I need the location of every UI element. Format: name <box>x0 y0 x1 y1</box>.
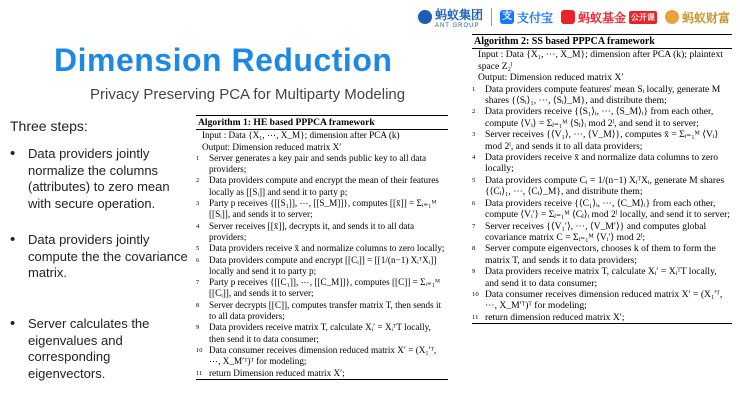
slide-title: Dimension Reduction <box>54 42 393 78</box>
algorithm-2-steps <box>472 84 732 325</box>
algo1-step: 4 Server receives [[x̄]], decrypts it, and sends it to all data providers; <box>196 220 415 242</box>
algo2-step: 10 Data consumer receives dimension reduced matrix X′ = (X₁′ᵀ, ⋯, X_M′ᵀ)ᵀ for modeling; <box>472 288 723 312</box>
algo1-step: 11 return Dimension reduced matrix X′; <box>196 367 345 378</box>
algo1-step: 3 Party p receives {[[S₁]], ⋯, [[S_M]]}, computes [[x̄]] = Σᵢ₌₁ᴹ [[Sᵢ]], and sends it to server; <box>196 198 437 220</box>
fund-logo <box>561 9 657 26</box>
algo2-step: 7 Server receives {⟨V₁′⟩, ⋯, ⟨V_M′⟩} and computes global covariance matrix C = Σᵢ₌₁ᴹ ⟨Vᵢ′⟩ mod 2ˡ; <box>472 220 707 243</box>
step-bullet-2: • Data providers jointly compute the the covariance matrix. <box>10 232 188 282</box>
ant-logo-icon <box>418 10 432 24</box>
algo2-step: 6 Data providers receive {⟨C₁⟩ᵢ, ⋯, ⟨C_M⟩ᵢ} from each other, compute ⟨Vᵢ′⟩ = Σⱼ₌₁ᴹ ⟨Cⱼ⟩ᵢ mod 2ˡ locally, and send it to server; <box>472 197 730 221</box>
ant-logo-cn: 蚂蚁集团 <box>434 7 483 22</box>
fund-logo-text: 蚂蚁基金 <box>577 10 626 25</box>
algorithm-1-output: Output: Dimension reduced matrix X′ <box>202 141 342 152</box>
algo2-step: 4 Data providers receive x̄ and normalize data columns to zero locally; <box>472 152 719 175</box>
algorithm-2-box <box>472 34 732 324</box>
algo2-step: 1 Data providers compute features' mean Sᵢ locally, generate M shares {⟨Sᵢ⟩₁, ⋯, ⟨Sᵢ⟩_M}, and distribute them; <box>472 83 721 107</box>
ant-group-logo <box>418 6 483 29</box>
algo2-step: 5 Data providers compute Cᵢ = 1/(n−1) XᵢᵀXᵢ, generate M shares {⟨Cᵢ⟩₁, ⋯, ⟨Cᵢ⟩_M}, and distribute them; <box>472 174 725 198</box>
algo2-step: 3 Server receives {⟨V₁⟩, ⋯, ⟨V_M⟩}, computes x̄ = Σᵢ₌₁ᴹ ⟨Vᵢ⟩ mod 2ˡ, and sends it to all data providers; <box>472 129 719 152</box>
alipay-logo-text: 支付宝 <box>516 10 553 25</box>
algorithm-2-input: Input : Data {X₁, ⋯, X_M}; dimension after PCA (k); plaintext space Z₂ˡ <box>478 49 723 72</box>
logo-divider <box>491 8 492 26</box>
algo1-step: 9 Data providers receive matrix T, calculate Xᵢ′ = XᵢᵀT locally, then send it to data consumer; <box>196 322 431 344</box>
algo2-step: 11 return dimension reduced matrix X′; <box>472 311 625 323</box>
algorithm-2-header: Algorithm 2: SS based PPPCA framework <box>472 34 732 49</box>
algo2-step: 9 Data providers receive matrix T, calculate Xᵢ′ = XᵢᵀT locally, and send it to data consumer; <box>472 266 717 289</box>
wealth-logo <box>665 9 730 26</box>
algo1-step: 10 Data consumer receives dimension reduced matrix X′ = (X₁′ᵀ, ⋯, X_M′ᵀ)ᵀ for modeling; <box>196 344 437 367</box>
algo1-step: 2 Data providers compute and encrypt the mean of their features locally as [[Sᵢ]] and send it to party p; <box>196 175 439 197</box>
algo1-step: 8 Server decrypts [[C]], computes transfer matrix T, then sends it to all data providers; <box>196 299 442 322</box>
algorithm-1-steps <box>196 153 448 380</box>
algo1-step: 1 Server generates a key pair and sends public key to all data providers; <box>196 152 427 175</box>
alipay-logo <box>500 9 553 26</box>
algorithm-2-output: Output: Dimension reduced matrix X′ <box>478 72 624 84</box>
algo1-step: 7 Party p receives {[[C₁]], ⋯, [[C_M]]}, computes [[C]] = Σᵢ₌₁ᴹ [[Cᵢ]], and sends it to server; <box>196 277 440 299</box>
algo2-step: 2 Data providers receive {⟨S₁⟩ᵢ, ⋯, ⟨S_M⟩ᵢ} from each other, compute ⟨Vᵢ⟩ = Σⱼ₌₁ᴹ ⟨Sⱼ⟩ᵢ mod 2ˡ, and send it to server; <box>472 106 714 129</box>
algo1-step: 6 Data providers compute and encrypt [[Cᵢ]] = [[1/(n−1) XᵢᵀXᵢ]] locally and send it to party p; <box>196 254 437 276</box>
algo2-step: 8 Server compute eigenvectors, chooses k of them to form the matrix T, and sends it to data providers; <box>472 243 716 266</box>
algorithm-1-input: Input : Data {X₁, ⋯, X_M}; dimension after PCA (k) <box>202 130 400 141</box>
step-bullet-1: • Data providers jointly normalize the columns (attributes) to zero mean with secure operation. <box>10 146 188 212</box>
wealth-logo-text: 蚂蚁财富 <box>681 10 730 25</box>
fund-logo-icon <box>561 10 575 24</box>
steps-label: Three steps: <box>10 118 88 134</box>
algorithm-1-box <box>196 115 448 380</box>
wealth-logo-icon <box>665 10 679 24</box>
algorithm-1-header: Algorithm 1: HE based PPPCA framework <box>196 115 448 130</box>
partner-logos <box>418 4 730 30</box>
fund-logo-tag: 公开课 <box>630 12 655 22</box>
algo1-step: 5 Data providers receive x̄ and normalize columns to zero locally; <box>196 243 445 254</box>
alipay-logo-icon: 支 <box>501 11 512 22</box>
slide-subtitle: Privacy Preserving PCA for Multiparty Modeling <box>90 86 406 103</box>
step-bullet-3: • Server calculates the eigenvalues and corresponding eigenvectors. <box>10 316 188 382</box>
ant-logo-en: ANT GROUP <box>434 22 480 29</box>
